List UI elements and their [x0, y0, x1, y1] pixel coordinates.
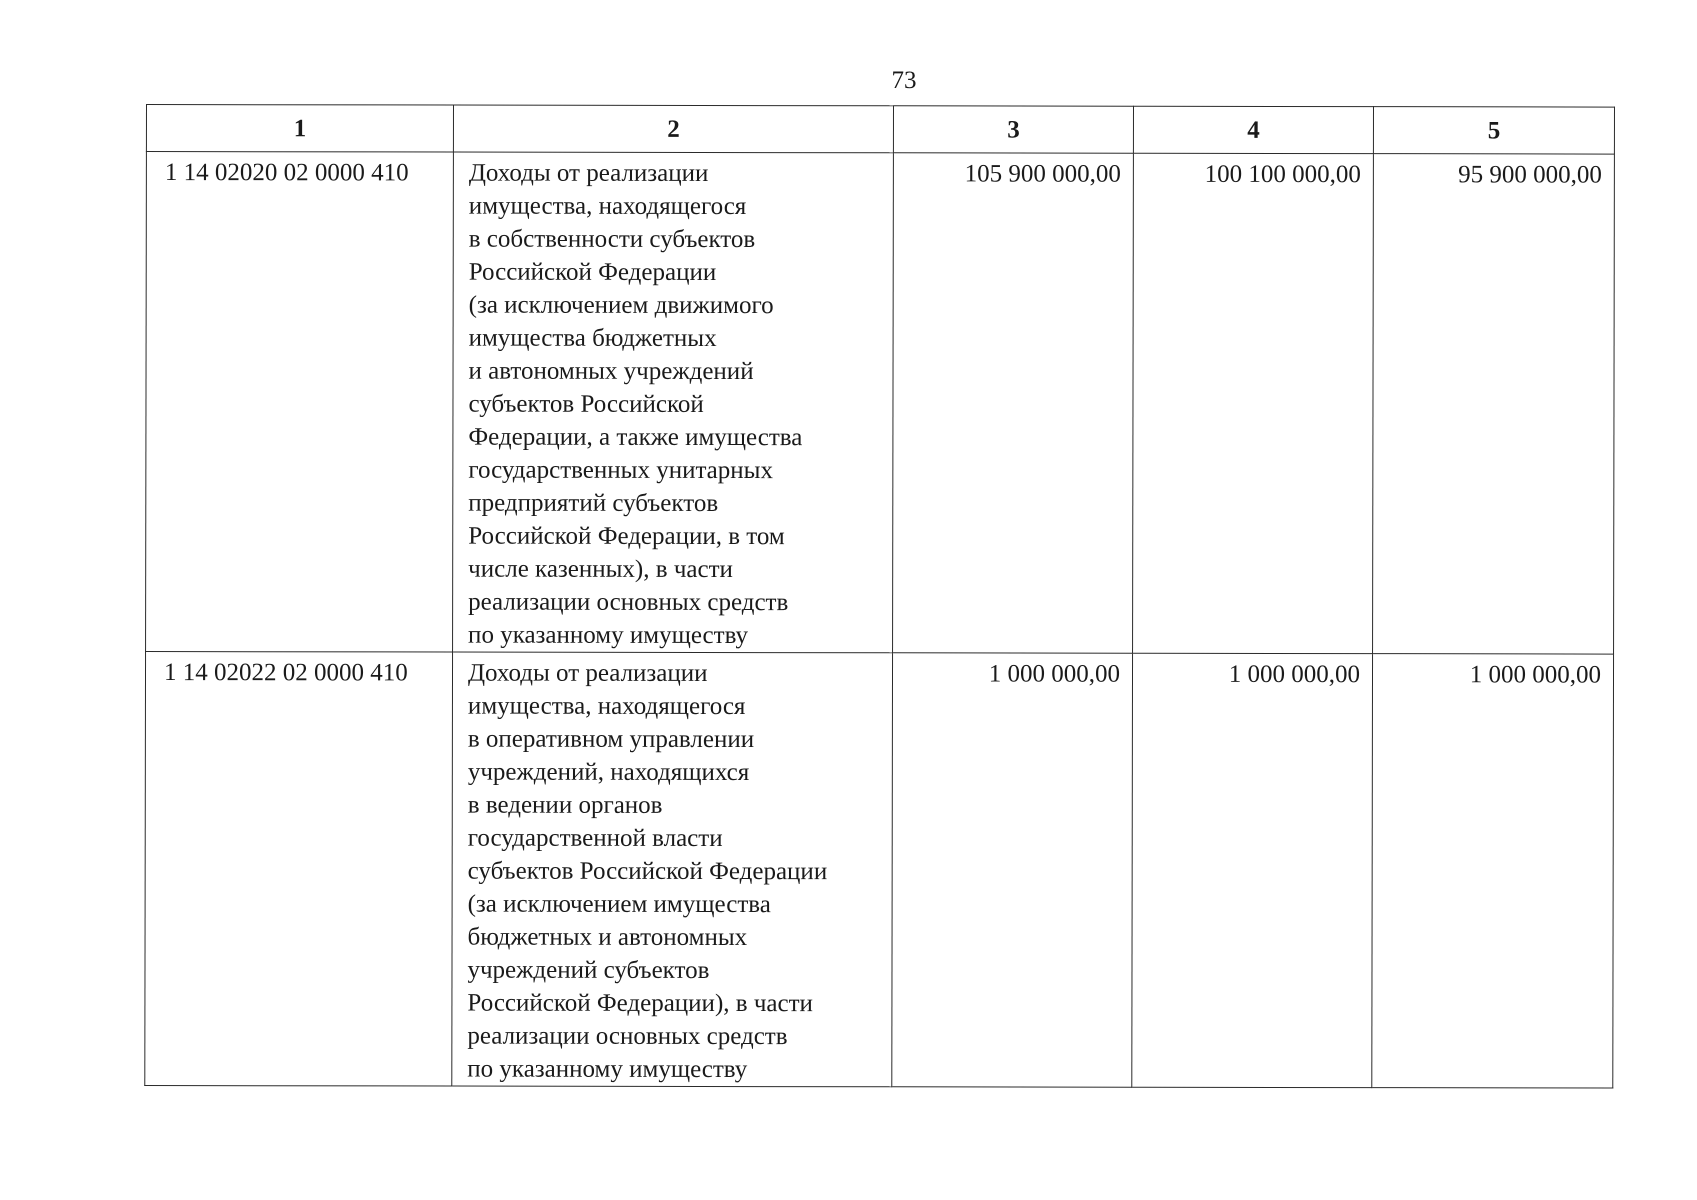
revenue-name-line: Доходы от реализации [468, 159, 709, 187]
revenue-table [144, 104, 1615, 1089]
header-col-4: 4 [1133, 106, 1373, 153]
revenue-name-line: в собственности субъектов [468, 225, 756, 254]
revenue-name-line: числе казенных), в части [468, 555, 733, 584]
revenue-name-line: и автономных учреждений [468, 357, 754, 386]
header-col-2: 2 [453, 105, 893, 153]
table-row [146, 152, 1615, 655]
amount-col-4: 1 000 000,00 [1132, 653, 1373, 1087]
revenue-name-line: имущества бюджетных [468, 324, 717, 352]
revenue-name-line: реализации основных средств [468, 588, 789, 617]
amount-col-3: 1 000 000,00 [892, 653, 1133, 1087]
revenue-name-line: государственной власти [467, 824, 723, 853]
amount-col-4: 100 100 000,00 [1133, 153, 1374, 653]
budget-code-cell: 1 14 02022 02 0000 410 [145, 652, 453, 1087]
revenue-name-line: по указанному имуществу [467, 1055, 748, 1084]
revenue-name-line: имущества, находящегося [467, 692, 746, 721]
revenue-name-cell [453, 152, 894, 653]
revenue-name-cell [452, 652, 893, 1087]
revenue-name-line: государственных унитарных [468, 456, 773, 485]
revenue-name-line: в оперативном управлении [467, 725, 755, 754]
revenue-name-line: учреждений, находящихся [467, 758, 750, 787]
revenue-name-line: (за исключением движимого [468, 291, 774, 320]
header-col-1: 1 [146, 105, 453, 153]
revenue-name-line: предприятий субъектов [468, 489, 719, 517]
revenue-name-line: Российской Федерации), в части [467, 989, 813, 1018]
revenue-name-line: Доходы от реализации [467, 659, 708, 687]
page-number: 73 [891, 67, 917, 94]
revenue-name-line: Федерации, а также имущества [468, 423, 803, 452]
revenue-name-line: в ведении органов [467, 791, 663, 819]
revenue-name-line: бюджетных и автономных [467, 923, 748, 952]
revenue-name-line: по указанному имуществу [468, 621, 749, 650]
header-col-3: 3 [893, 106, 1133, 153]
revenue-name-line: имущества, находящегося [468, 192, 747, 221]
revenue-name-line: Российской Федерации [468, 258, 717, 286]
amount-col-5: 1 000 000,00 [1372, 654, 1614, 1088]
revenue-name-line: реализации основных средств [467, 1022, 788, 1051]
revenue-name-line: учреждений субъектов [467, 956, 710, 984]
amount-col-5: 95 900 000,00 [1373, 154, 1615, 654]
table-row [145, 652, 1614, 1089]
revenue-name-line: субъектов Российской Федерации [467, 857, 828, 886]
table-header-row [146, 105, 1614, 155]
budget-code-cell: 1 14 02020 02 0000 410 [146, 152, 454, 653]
amount-col-3: 105 900 000,00 [893, 153, 1134, 653]
header-col-5: 5 [1373, 107, 1614, 154]
revenue-name-line: субъектов Российской [468, 390, 704, 418]
revenue-name-line: (за исключением имущества [467, 890, 771, 919]
revenue-name-line: Российской Федерации, в том [468, 522, 785, 551]
